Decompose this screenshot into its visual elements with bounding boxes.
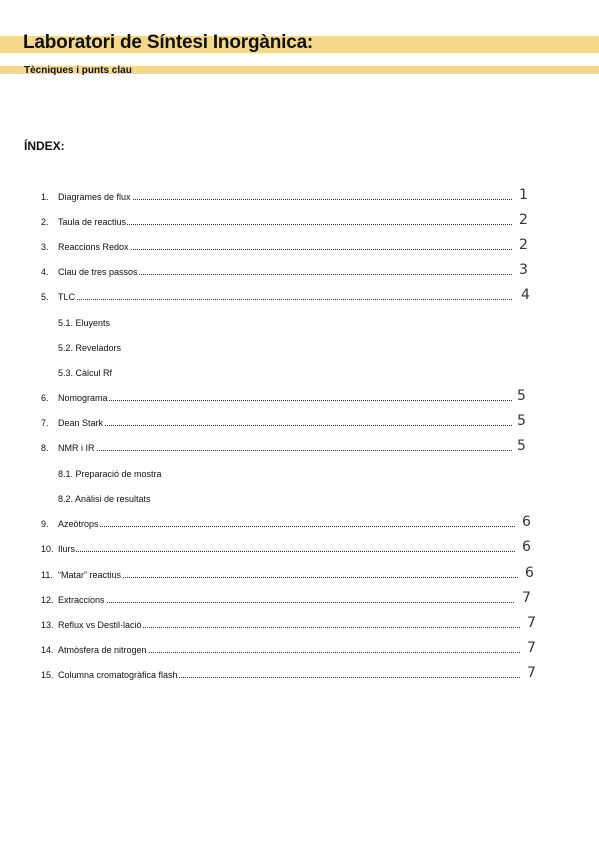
toc-entry-number: 15. bbox=[41, 670, 54, 680]
toc-entry-label: Nomograma bbox=[58, 393, 108, 403]
toc-entry-label: Columna cromatogràfica flash bbox=[58, 670, 178, 680]
toc-entry-page: 5 bbox=[517, 413, 526, 429]
dot-leader bbox=[58, 577, 518, 578]
toc-entry-page: 7 bbox=[527, 615, 536, 631]
toc-entry-page: 7 bbox=[522, 590, 531, 606]
toc-entry-number: 2. bbox=[41, 217, 49, 227]
page-subtitle: Tècniques i punts clau bbox=[24, 65, 132, 76]
toc-entry-page: 2 bbox=[519, 237, 528, 253]
toc-entry-number: 12. bbox=[41, 595, 54, 605]
toc-entry-page: 2 bbox=[519, 212, 528, 228]
toc-entry-page: 7 bbox=[527, 665, 536, 681]
toc-entry-number: 14. bbox=[41, 645, 54, 655]
toc-entry-number: 10. bbox=[41, 544, 54, 554]
toc-entry-page: 5 bbox=[517, 388, 526, 404]
toc-entry-label: Clau de tres passos bbox=[58, 267, 138, 277]
toc-entry-label: TLC bbox=[58, 292, 76, 302]
dot-leader bbox=[58, 602, 514, 603]
toc-entry-number: 3. bbox=[41, 242, 49, 252]
toc-subentry-label: 8.2. Anàlisi de resultats bbox=[58, 494, 151, 504]
toc-entry-label: Extraccions bbox=[58, 595, 105, 605]
toc-entry-number: 7. bbox=[41, 418, 49, 428]
page-title: Laboratori de Síntesi Inorgànica: bbox=[23, 32, 314, 53]
toc-entry-number: 1. bbox=[41, 192, 49, 202]
toc-entry-label: Ilurs bbox=[58, 544, 76, 554]
dot-leader bbox=[58, 299, 512, 300]
toc-entry-label: Diagrames de flux bbox=[58, 192, 131, 202]
toc-subentry-label: 5.1. Eluyents bbox=[58, 318, 111, 328]
toc-entry-number: 4. bbox=[41, 267, 49, 277]
toc-entry-label: Dean Stark bbox=[58, 418, 104, 428]
dot-leader bbox=[58, 400, 512, 401]
toc-subentry-label: 5.3. Càlcul Rf bbox=[58, 368, 113, 378]
toc-entry-number: 9. bbox=[41, 519, 49, 529]
toc-entry-label: Taula de reactius bbox=[58, 217, 127, 227]
toc-entry-number: 8. bbox=[41, 443, 49, 453]
toc-entry-label: “Matar” reactius bbox=[58, 570, 122, 580]
toc-entry-label: NMR i IR bbox=[58, 443, 95, 453]
index-heading: ÍNDEX: bbox=[24, 139, 65, 153]
dot-leader bbox=[58, 450, 512, 451]
toc-subentry-label: 8.1. Preparació de mostra bbox=[58, 469, 162, 479]
toc-entry-label: Reaccions Redox bbox=[58, 242, 129, 252]
dot-leader bbox=[58, 425, 512, 426]
toc-entry-page: 6 bbox=[522, 514, 531, 530]
toc-subentry-label: 5.2. Reveladors bbox=[58, 343, 122, 353]
toc-entry-number: 5. bbox=[41, 292, 49, 302]
toc-entry-page: 4 bbox=[521, 287, 530, 303]
toc-entry-page: 6 bbox=[525, 565, 534, 581]
toc-entry-label: Reflux vs Destil·lació bbox=[58, 620, 142, 630]
dot-leader bbox=[58, 526, 515, 527]
toc-entry-label: Azeòtrops bbox=[58, 519, 99, 529]
dot-leader bbox=[58, 551, 515, 552]
toc-entry-number: 6. bbox=[41, 393, 49, 403]
toc-entry-number: 11. bbox=[41, 570, 53, 580]
toc-entry-number: 13. bbox=[41, 620, 54, 630]
toc-entry-label: Atmòsfera de nitrogen bbox=[58, 645, 147, 655]
toc-entry-page: 6 bbox=[522, 539, 531, 555]
toc-entry-page: 1 bbox=[519, 187, 528, 203]
toc-entry-page: 3 bbox=[519, 262, 528, 278]
toc-entry-page: 7 bbox=[527, 640, 536, 656]
toc-entry-page: 5 bbox=[517, 438, 526, 454]
